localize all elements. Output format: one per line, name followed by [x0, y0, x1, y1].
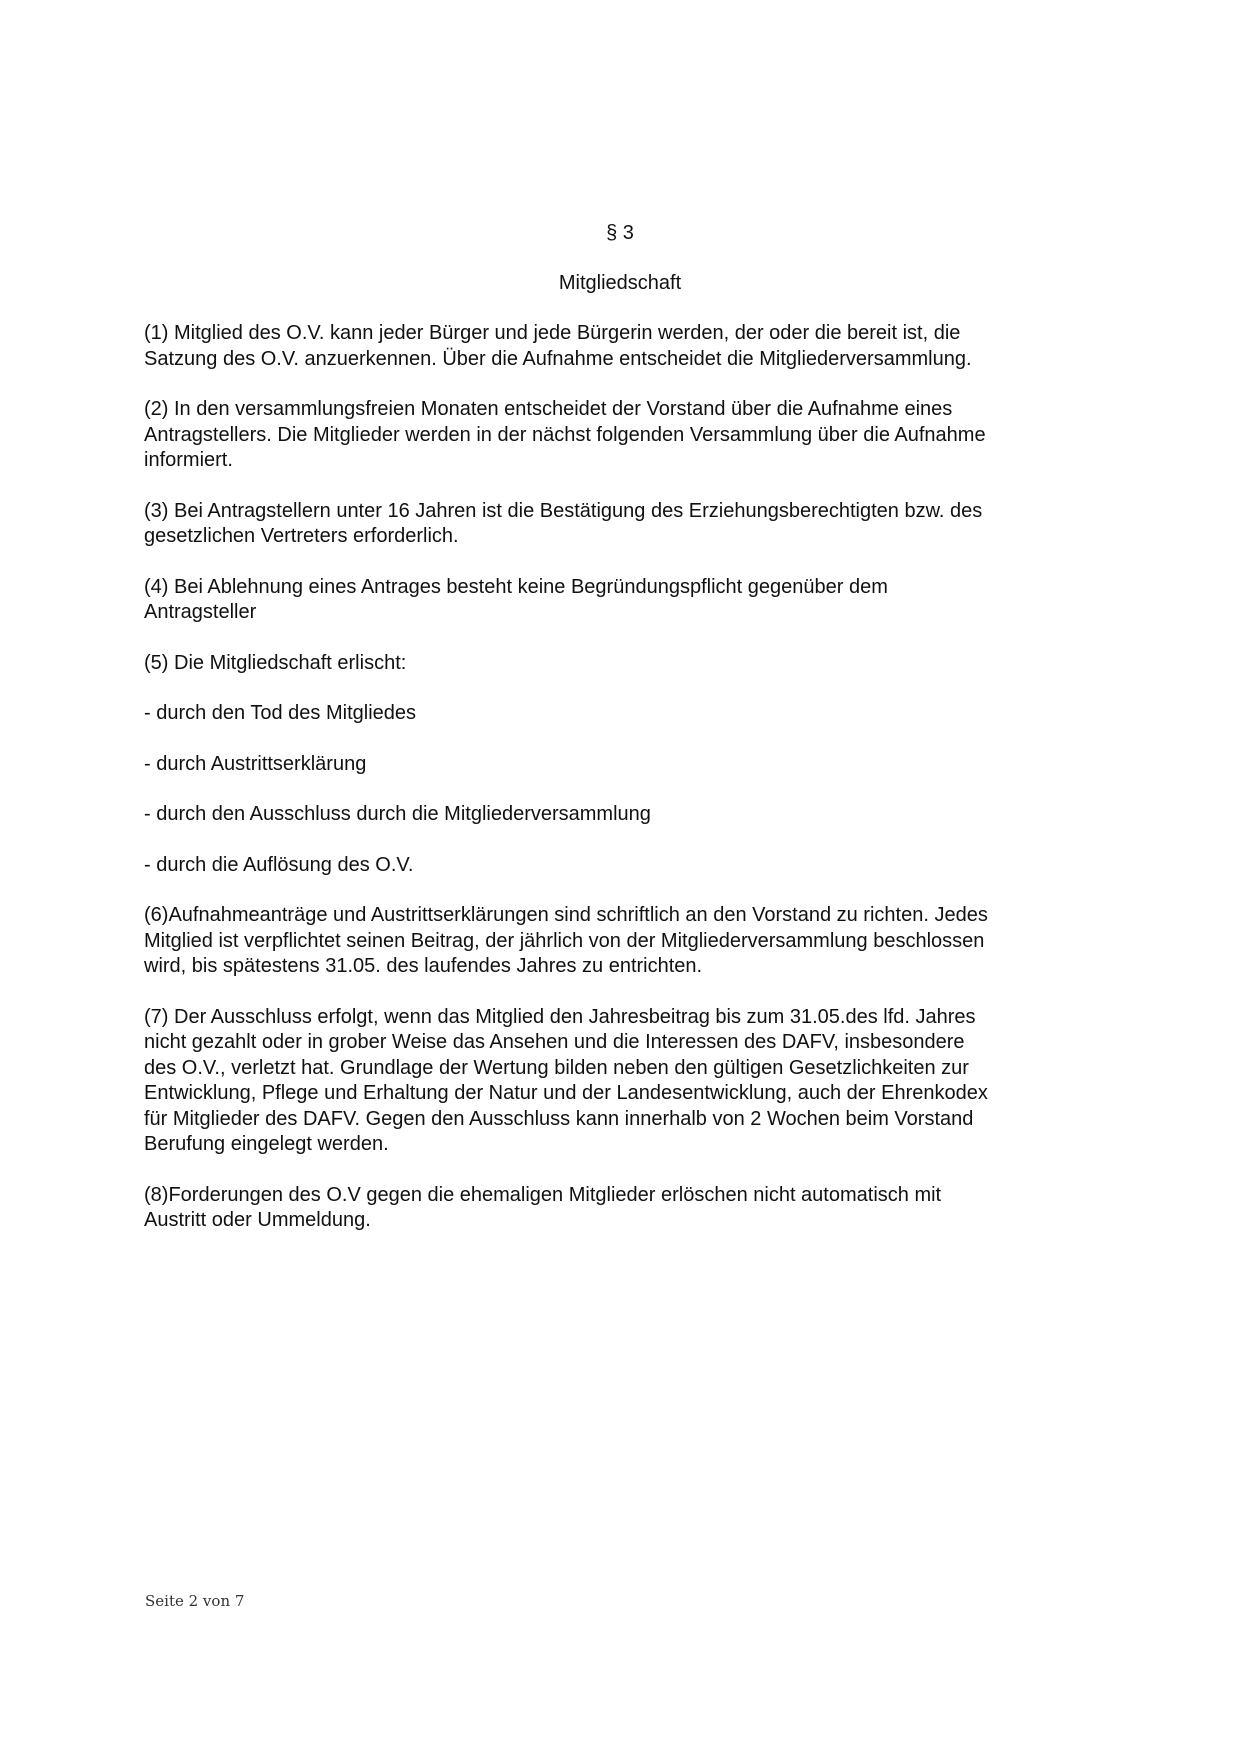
paragraph-line: Satzung des O.V. anzuerkennen. Über die Aufnahme entscheidet die Mitgliederversammlung. — [144, 347, 972, 370]
paragraph-line: (2) In den versammlungsfreien Monaten entscheidet der Vorstand über die Aufnahme eines — [144, 398, 953, 420]
paragraph-line: gesetzlichen Vertreters erforderlich. — [144, 525, 459, 547]
paragraph-line: Antragsteller — [144, 601, 257, 623]
paragraph — [144, 321, 1104, 372]
paragraph-line: (5) Die Mitgliedschaft erlischt: — [144, 651, 407, 674]
paragraph-line: - durch den Ausschluss durch die Mitgliederversammlung — [144, 803, 651, 825]
paragraph-line: - durch den Tod des Mitgliedes — [144, 702, 417, 724]
paragraph-line: - durch Austrittserklärung — [144, 752, 367, 775]
paragraph-line: Berufung eingelegt werden. — [144, 1133, 389, 1155]
paragraph — [144, 802, 1104, 828]
paragraph — [144, 752, 1104, 778]
paragraph-line: Entwicklung, Pflege und Erhaltung der Natur und der Landesentwicklung, auch der Ehrenkodex — [144, 1082, 988, 1104]
paragraph — [144, 651, 1104, 677]
paragraph-line: Mitglied ist verpflichtet seinen Beitrag, der jährlich von der Mitgliederversammlung beschlossen — [144, 929, 985, 952]
paragraph-line: - durch die Auflösung des O.V. — [144, 853, 414, 876]
paragraph-line: für Mitglieder des DAFV. Gegen den Ausschluss kann innerhalb von 2 Wochen beim Vorstand — [144, 1107, 974, 1130]
paragraph-line: des O.V., verletzt hat. Grundlage der Wertung bilden neben den gültigen Gesetzlichkeiten zur — [144, 1056, 969, 1079]
paragraph-line: Antragstellers. Die Mitglieder werden in der nächst folgenden Versammlung über die Aufnahme — [144, 423, 986, 446]
paragraph-line: wird, bis spätestens 31.05. des laufendes Jahres zu entrichten. — [144, 955, 703, 977]
section-title: Mitgliedschaft — [558, 272, 682, 294]
document-body — [144, 321, 1104, 1259]
page-footer: Seite 2 von 7 — [145, 1592, 245, 1610]
paragraph-line: (8)Forderungen des O.V gegen die ehemaligen Mitglieder erlöschen nicht automatisch mit — [144, 1183, 942, 1206]
paragraph — [144, 853, 1104, 879]
paragraph — [144, 575, 1104, 626]
paragraph-line: (7) Der Ausschluss erfolgt, wenn das Mitglied den Jahresbeitrag bis zum 31.05.des lfd. Jahres — [144, 1005, 976, 1028]
paragraph-line: informiert. — [144, 449, 233, 471]
paragraph — [144, 1005, 1104, 1158]
paragraph — [144, 499, 1104, 550]
paragraph-line: (4) Bei Ablehnung eines Antrages besteht keine Begründungspflicht gegenüber dem — [144, 575, 888, 598]
paragraph — [144, 397, 1104, 474]
paragraph-line: (6)Aufnahmeanträge und Austrittserklärungen sind schriftlich an den Vorstand zu richten. Jedes — [144, 904, 988, 926]
paragraph-line: Austritt oder Ummeldung. — [144, 1209, 371, 1231]
paragraph — [144, 1183, 1104, 1234]
paragraph-line: nicht gezahlt oder in grober Weise das Ansehen und die Interessen des DAFV, insbesondere — [144, 1031, 965, 1053]
section-number: § 3 — [606, 222, 634, 244]
paragraph — [144, 903, 1104, 980]
paragraph — [144, 701, 1104, 727]
paragraph-line: (1) Mitglied des O.V. kann jeder Bürger und jede Bürgerin werden, der oder die bereit ist, die — [144, 322, 961, 344]
paragraph-line: (3) Bei Antragstellern unter 16 Jahren ist die Bestätigung des Erziehungsberechtigten bzw. des — [144, 499, 983, 522]
